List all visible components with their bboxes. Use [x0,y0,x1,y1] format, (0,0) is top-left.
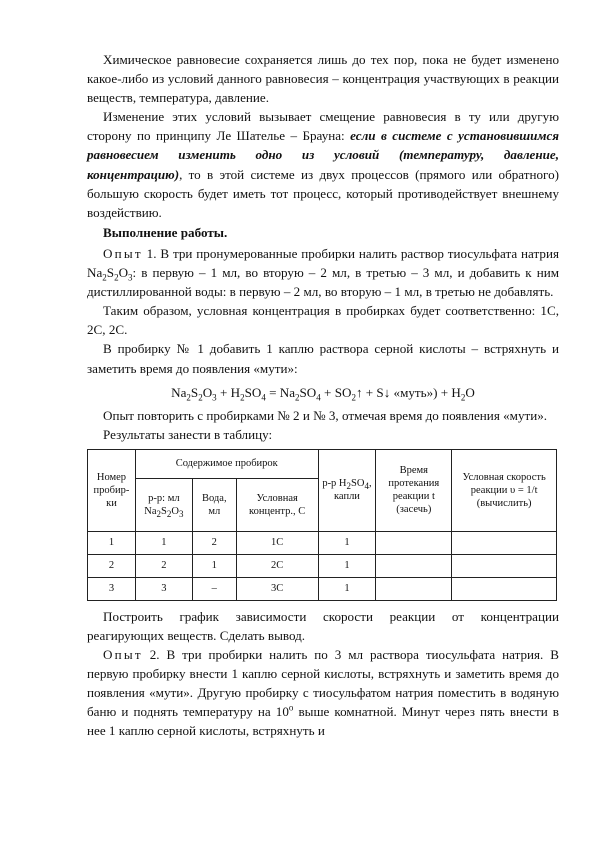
experiment-2-paragraph: Опыт 2. В три пробирки налить по 3 мл раствора тиосульфата натрия. В первую пробирку внести 1 каплю серной кислоты, встряхнуть и заметить время до появления «мути». Другую пробирку с тиосульфатом натрия поместить в водяную баню и поднять температуру на $10^о$ выше комнатной. Минут через пять внести в нее 1 каплю серной кислоты, встряхнуть и [87,647,559,739]
table-row: 3 3 – 3С 1 [88,577,557,600]
experiment-2-label: Опыт [103,647,143,663]
paragraph-add-drop: В пробирку № 1 добавить 1 каплю раствора серной кислоты – встряхнуть и заметить время до появления «мути»: [87,341,559,376]
paragraph-equilibrium: Химическое равновесие сохраняется лишь до тех пор, пока не будет изменено какое-либо из условий данного равновесия – концентрация участвующих в реакции веществ, температура, давление. [87,52,559,106]
header-thiosulfate: р-р: мл $Na_2S_2O_3$ [135,478,192,531]
table-header-row [88,449,557,478]
le-chatelier-rest: , то в этой системе из двух процессов (прямого или обратного) большую скорость будет иметь тот процесс, который противодействует внешнему воздействию. [87,166,559,220]
header-concentration: Условная концентр., С [236,478,318,531]
le-chatelier-intro: Изменение этих условий вызывает смещение равновесия в ту или другую сторону по принципу Ле Шателье – Брауна: [87,109,559,144]
le-chatelier-principle: если в системе с установившимся равновесием изменить одно из условий (температуру, давление, концентрацию) [87,128,559,182]
header-tube-contents: Содержимое пробирок [135,449,318,478]
header-reaction-speed: Условная скорость реакции υ = 1/t (вычислить) [452,449,557,531]
reaction-equation: $Na_2S_2O_3 + H_2SO_4 = Na_2SO_4$ + $SO_2↑$ + S↓ «муть») + $H_2O$ [171,384,475,403]
header-tube-number: Номер пробир-ки [88,449,136,531]
paragraph-results: Результаты занести в таблицу: [103,426,273,442]
experiment-1-label: Опыт [103,245,143,261]
paragraph-concentration: Таким образом, условная концентрация в пробирках будет соответственно: 1С, 2С, 2С. [87,303,559,338]
table-row: 1 1 2 1С 1 [88,531,557,554]
paragraph-graph: Построить график зависимости скорости реакции от концентрации реагирующих веществ. Сделать вывод. [87,608,559,643]
section-heading: Выполнение работы. [103,224,228,240]
paragraph-le-chatelier [87,107,559,222]
table-row: 2 2 1 2С 1 [88,554,557,577]
document-page [87,50,559,741]
paragraph-repeat: Опыт повторить с пробирками № 2 и № 3, отмечая время до появления «мути». [103,407,548,423]
header-reaction-time: Время протекания реакции t (засечь) [376,449,452,531]
header-acid: р-р $H_2SO_4$, капли [318,449,376,531]
experiment-1-paragraph: Опыт 1. В три пронумерованные пробирки налить раствор тиосульфата натрия $Na_2S_2O_3$: в первую – 1 мл, во вторую – 2 мл, в третью – 3 мл, и добавить к ним дистиллированной воды: в первую – 2 мл, во вторую – 1 мл, в третью не добавлять. [87,245,559,300]
results-table [87,449,557,601]
header-water: Вода, мл [192,478,236,531]
